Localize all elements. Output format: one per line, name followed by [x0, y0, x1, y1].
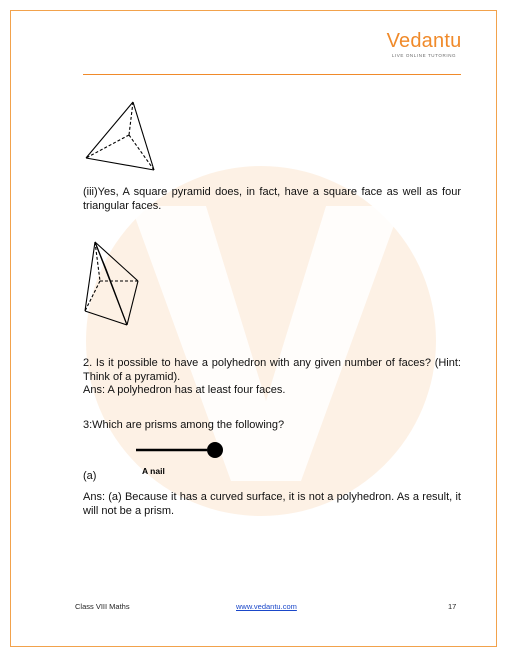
q2-question: 2. Is it possible to have a polyhedron with any given number of faces? (Hint: Think of a pyramid). [83, 357, 461, 383]
footer-page-number: 17 [448, 602, 457, 611]
q1-iii-text: (iii)Yes, A square pyramid does, in fact, have a square face as well as four triangular faces. [83, 186, 461, 212]
square-pyramid-figure [81, 239, 161, 331]
header-rule [83, 74, 461, 75]
logo-brand: Vedantu [386, 30, 462, 52]
q2-answer: Ans: A polyhedron has at least four faces. [83, 384, 286, 396]
footer-website-link[interactable]: www.vedantu.com [236, 602, 297, 611]
page [10, 10, 497, 647]
vedantu-logo [384, 31, 464, 58]
q3-a-answer: Ans: (a) Because it has a curved surface, it is not a polyhedron. As a result, it will not be a prism. [83, 491, 461, 517]
footer-class-label: Class VIII Maths [75, 602, 130, 611]
triangular-pyramid-figure [81, 97, 171, 173]
logo-tagline: LIVE ONLINE TUTORING [391, 53, 457, 58]
nail-figure [135, 439, 225, 463]
q3-a-label: (a) [83, 470, 97, 482]
q3-question: 3:Which are prisms among the following? [83, 419, 285, 431]
footer-website[interactable] [236, 602, 297, 611]
nail-label: A nail [142, 466, 165, 476]
